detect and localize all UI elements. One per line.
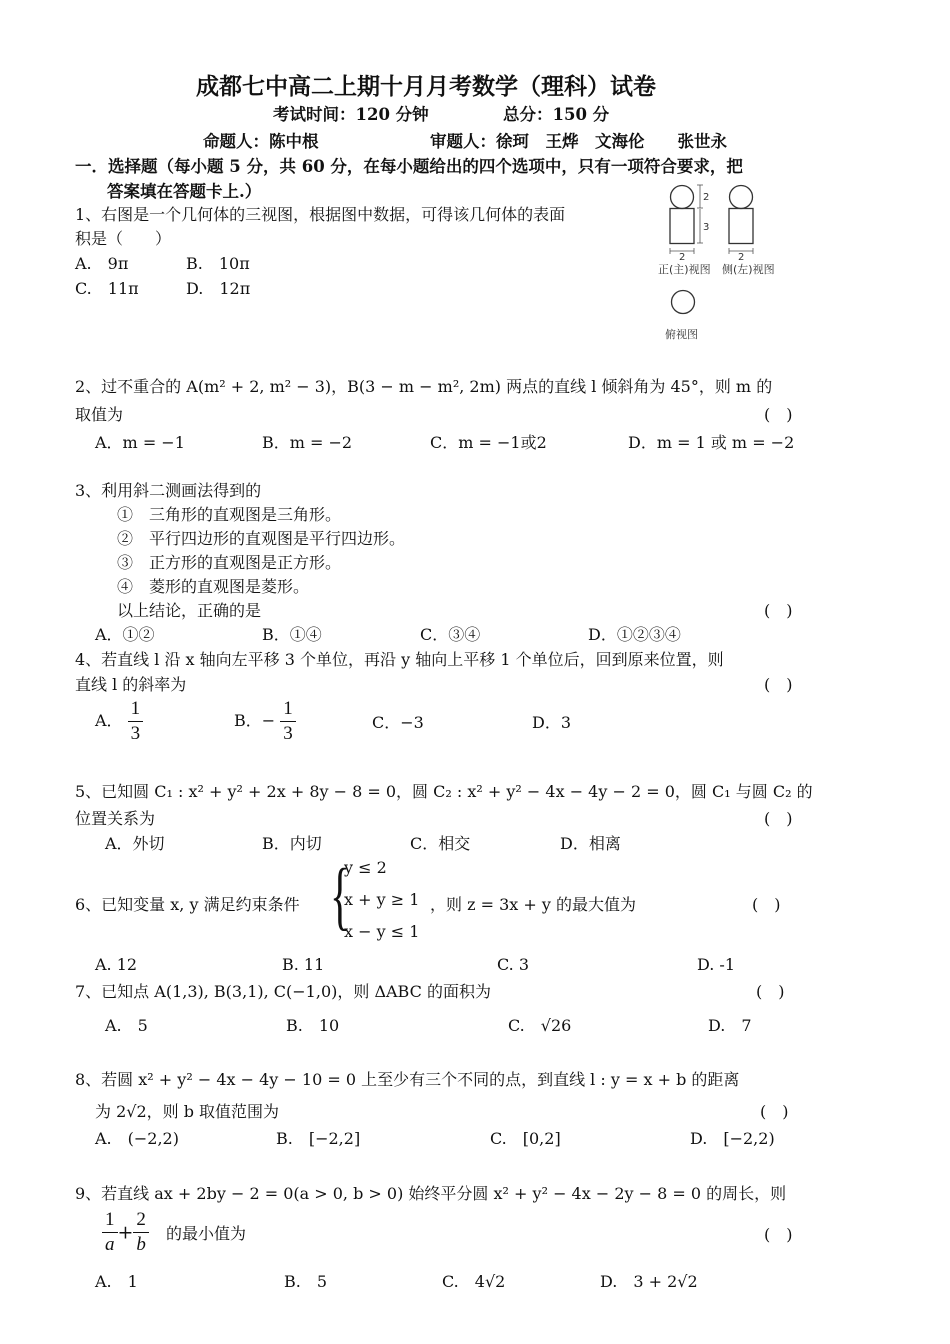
q6-brace: { <box>330 854 351 938</box>
top-view-label: 俯视图 <box>665 328 698 341</box>
q9-expression <box>102 1208 246 1257</box>
q3-conclusion: 以上结论，正确的是 <box>117 601 262 620</box>
front-view-cylinder <box>670 209 694 244</box>
q1-option-d: D. 12π <box>186 279 251 298</box>
q6-option-b: B. 11 <box>282 955 325 974</box>
q1-option-b: B. 10π <box>186 254 250 273</box>
question-setter: 命题人：陈中根 <box>203 132 319 151</box>
three-view-figure <box>640 178 790 348</box>
dim-bottom-side: 2 <box>738 252 745 263</box>
q3-statement-2: ② 平行四边形的直观图是平行四边形。 <box>117 529 406 548</box>
q6-constraint-1: y ≤ 2 <box>344 858 387 877</box>
q9-plus-sign: + <box>117 1221 134 1244</box>
q4-option-c: C．−3 <box>372 713 424 732</box>
q9-fraction-1-numerator: 1 <box>102 1208 118 1233</box>
q4-answer-blank: ( ) <box>764 675 793 694</box>
q6-option-d: D. -1 <box>697 955 736 974</box>
q4-stem-cont: 直线 l 的斜率为 <box>75 675 187 694</box>
q8-stem: 8、若圆 x² + y² − 4x − 4y − 10 = 0 上至少有三个不同的点，到直线 l : y = x + b 的距离 <box>75 1070 740 1089</box>
q3-option-c: C．③④ <box>420 625 481 644</box>
q9-stem: 9、若直线 ax + 2by − 2 = 0(a > 0, b > 0) 始终平分圆 x² + y² − 4x − 2y − 8 = 0 的周长，则 <box>75 1184 787 1203</box>
page-title: 成都七中高二上期十月月考数学（理科）试卷 <box>196 73 656 100</box>
q6-option-a: A. 12 <box>95 955 138 974</box>
q9-fraction-2-numerator: 2 <box>133 1208 149 1233</box>
dim-bottom-front: 2 <box>679 252 686 263</box>
q9-fraction-1 <box>102 1208 118 1257</box>
q8-option-c: C. [0,2] <box>490 1129 561 1148</box>
q2-stem-cont: 取值为 <box>75 405 124 424</box>
section-heading-cont: 答案填在答题卡上.） <box>107 182 262 201</box>
q4-option-b-label: B．− <box>234 711 276 730</box>
q2-stem: 2、过不重合的 A(m² + 2, m² − 3)，B(3 − m − m², 2m) 两点的直线 l 倾斜角为 45°，则 m 的 <box>75 377 773 396</box>
q4-stem: 4、若直线 l 沿 x 轴向左平移 3 个单位，再沿 y 轴向上平移 1 个单位后，回到原来位置，则 <box>75 650 724 669</box>
q9-option-b: B. 5 <box>284 1272 328 1291</box>
q4-option-a-denominator: 3 <box>130 723 141 744</box>
dim-top: 2 <box>703 192 710 203</box>
q2-option-c: C．m = −1或2 <box>430 433 547 452</box>
q9-answer-blank: ( ) <box>764 1225 793 1244</box>
q7-option-d: D. 7 <box>708 1016 752 1035</box>
q4-option-a <box>95 697 143 746</box>
q9-stem-suffix: 的最小值为 <box>166 1224 247 1243</box>
q3-stem: 3、利用斜二测画法得到的 <box>75 481 262 500</box>
q3-statement-4: ④ 菱形的直观图是菱形。 <box>117 577 310 596</box>
q5-option-c: C．相交 <box>410 834 471 853</box>
q3-option-a: A．①② <box>95 625 155 644</box>
q4-option-a-numerator: 1 <box>128 697 144 722</box>
q9-fraction-1-denominator: a <box>105 1234 115 1255</box>
total-score: 总分：150 分 <box>503 105 610 124</box>
q2-option-d: D．m = 1 或 m = −2 <box>628 433 795 452</box>
q9-option-c: C. 4√2 <box>442 1272 506 1291</box>
q6-answer-blank: ( ) <box>752 895 781 914</box>
q3-option-d: D．①②③④ <box>588 625 681 644</box>
section-heading: 一．选择题（每小题 5 分，共 60 分，在每小题给出的四个选项中，只有一项符合要求，把 <box>75 157 743 176</box>
q1-stem: 1、右图是一个几何体的三视图，根据图中数据，可得该几何体的表面 <box>75 205 566 224</box>
q1-option-a: A. 9π <box>75 254 129 273</box>
q7-option-a: A. 5 <box>105 1016 148 1035</box>
q2-answer-blank: ( ) <box>764 405 793 424</box>
q9-fraction-2-denominator: b <box>136 1234 146 1255</box>
q7-option-c: C. √26 <box>508 1016 572 1035</box>
q3-answer-blank: ( ) <box>764 601 793 620</box>
q8-option-b: B. [−2,2] <box>276 1129 361 1148</box>
q5-option-a: A．外切 <box>105 834 165 853</box>
q4-option-b-fraction <box>280 697 296 746</box>
q1-stem-cont: 积是（ ） <box>75 229 172 248</box>
q5-option-d: D．相离 <box>560 834 621 853</box>
dim-side: 3 <box>703 222 710 233</box>
q7-answer-blank: ( ) <box>756 982 785 1001</box>
q4-option-b-numerator: 1 <box>280 697 296 722</box>
exam-time: 考试时间：120 分钟 <box>273 105 429 124</box>
q4-option-d: D．3 <box>532 713 572 732</box>
side-view-sphere <box>730 186 753 209</box>
side-view-cylinder <box>729 209 753 244</box>
q3-statement-1: ① 三角形的直观图是三角形。 <box>117 505 342 524</box>
q5-stem-cont: 位置关系为 <box>75 809 156 828</box>
q7-option-b: B. 10 <box>286 1016 340 1035</box>
q7-stem: 7、已知点 A(1,3), B(3,1), C(−1,0)，则 ΔABC 的面积为 <box>75 982 491 1001</box>
q2-option-b: B．m = −2 <box>262 433 353 452</box>
q4-option-a-fraction <box>128 697 144 746</box>
q1-option-c: C. 11π <box>75 279 139 298</box>
top-view-circle <box>672 291 695 314</box>
q3-option-b: B．①④ <box>262 625 322 644</box>
q2-option-a: A．m = −1 <box>95 433 185 452</box>
front-view-sphere <box>671 186 694 209</box>
q3-statement-3: ③ 正方形的直观图是正方形。 <box>117 553 342 572</box>
q8-stem-cont: 为 2√2，则 b 取值范围为 <box>95 1102 280 1121</box>
front-view-label: 正(主)视图 <box>658 263 711 276</box>
q4-option-b <box>234 697 296 746</box>
side-view-label: 侧(左)视图 <box>722 263 775 276</box>
q6-stem-suffix: ，则 z = 3x + y 的最大值为 <box>430 895 637 914</box>
q9-option-a: A. 1 <box>95 1272 138 1291</box>
q5-option-b: B．内切 <box>262 834 322 853</box>
q6-option-c: C. 3 <box>497 955 530 974</box>
q9-option-d: D. 3 + 2√2 <box>600 1272 698 1291</box>
q9-fraction-2 <box>133 1208 149 1257</box>
q6-stem-prefix: 6、已知变量 x, y 满足约束条件 <box>75 895 300 914</box>
q8-option-d: D. [−2,2) <box>690 1129 775 1148</box>
reviewers: 审题人：徐珂 王烨 文海伦 张世永 <box>430 132 727 151</box>
q8-answer-blank: ( ) <box>760 1102 789 1121</box>
q6-constraint-2: x + y ≥ 1 <box>344 890 420 909</box>
q5-stem: 5、已知圆 C₁ : x² + y² + 2x + 8y − 8 = 0，圆 C₂ : x² + y² − 4x − 4y − 2 = 0，圆 C₁ 与圆 C₂ 的 <box>75 782 813 801</box>
q4-option-a-label: A． <box>95 711 123 730</box>
q4-option-b-denominator: 3 <box>283 723 293 744</box>
q6-constraint-3: x − y ≤ 1 <box>344 922 420 941</box>
q8-option-a: A. (−2,2) <box>95 1129 179 1148</box>
q5-answer-blank: ( ) <box>764 809 793 828</box>
